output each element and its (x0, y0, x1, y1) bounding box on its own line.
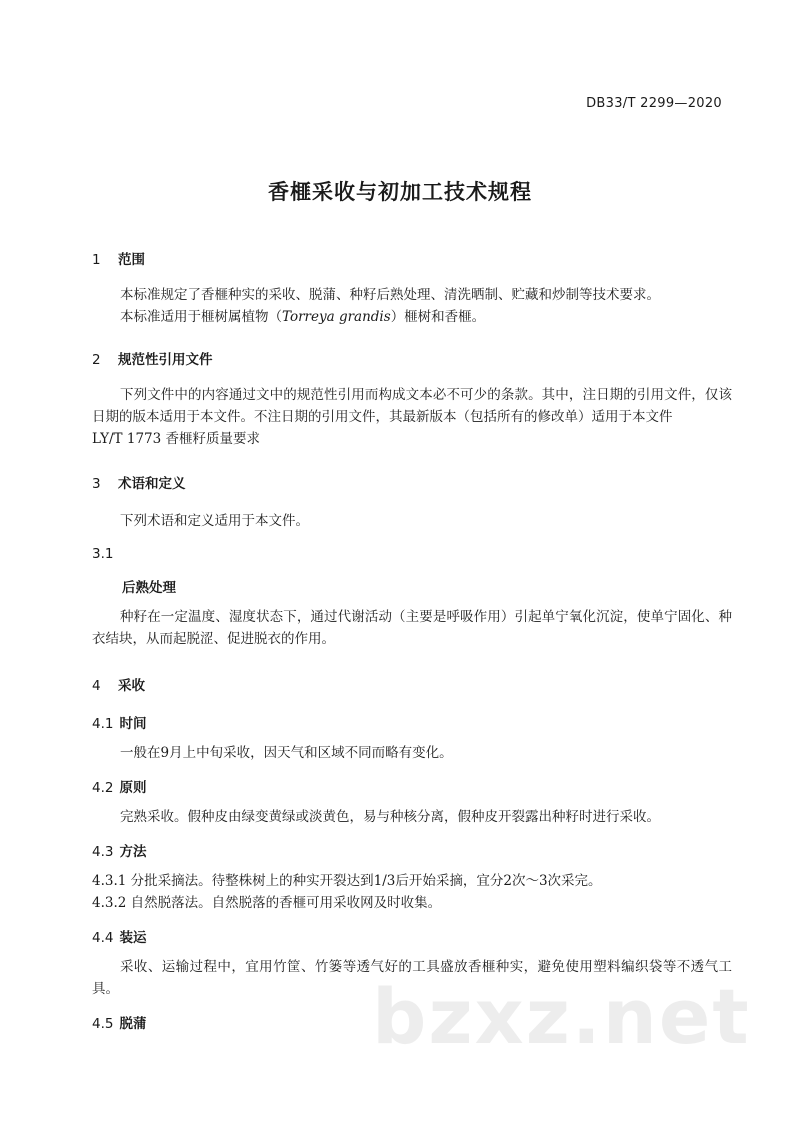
clause-4-1-heading (92, 712, 146, 732)
clause-number: 4.4 (92, 930, 114, 946)
standard-number: DB33/T 2299—2020 (586, 96, 722, 111)
normative-reference: LY/T 1773 香榧籽质量要求 (92, 431, 261, 447)
section-4-heading (92, 674, 145, 694)
section-title: 术语和定义 (118, 476, 186, 492)
clause-number: 3.1 (92, 546, 114, 562)
section-1-heading (92, 248, 145, 268)
section-3-paragraph: 下列术语和定义适用于本文件。 (120, 513, 309, 529)
section-number: 1 (92, 252, 101, 268)
section-2-paragraph: 下列文件中的内容通过文中的规范性引用而构成文本必不可少的条款。其中，注日期的引用文件，仅该日期的版本适用于本文件。不注日期的引用文件，其最新版本（包括所有的修改单）适用于本文件 (92, 387, 732, 425)
clause-title: 脱蒲 (119, 1016, 147, 1032)
clause-title: 原则 (119, 780, 147, 796)
document-title: 香榧采收与初加工技术规程 (268, 180, 532, 204)
section-title: 规范性引用文件 (118, 352, 213, 368)
clause-number: 4.1 (92, 716, 114, 732)
clause-3-1-number (92, 546, 119, 562)
scope-text-end: ）榧树和香榧。 (390, 309, 486, 325)
section-1-paragraph-1: 本标准规定了香榧种实的采收、脱蒲、种籽后熟处理、清洗晒制、贮藏和炒制等技术要求。 (120, 287, 660, 303)
clause-4-3-1: 4.3.1 分批采摘法。待整株树上的种实开裂达到1/3后开始采摘，宜分2次～3次采完。 (92, 873, 602, 889)
clause-4-1-text: 一般在9月上中旬采收，因天气和区域不同而略有变化。 (120, 745, 453, 761)
clause-title: 方法 (119, 844, 147, 860)
section-number: 4 (92, 678, 101, 694)
section-number: 3 (92, 476, 101, 492)
term-heading: 后熟处理 (122, 580, 176, 596)
clause-title: 时间 (119, 716, 147, 732)
section-title: 范围 (118, 252, 145, 268)
watermark: bzxz.net (372, 972, 751, 1061)
latin-name: Torreya grandis (282, 309, 391, 325)
clause-number: 4.5 (92, 1016, 114, 1032)
clause-4-4-text: 采收、运输过程中，宜用竹筐、竹篓等透气好的工具盛放香榧种实，避免使用塑料编织袋等不透气工具。 (92, 959, 732, 997)
term-definition: 种籽在一定温度、湿度状态下，通过代谢活动（主要是呼吸作用）引起单宁氧化沉淀，使单宁固化、种衣结块，从而起脱涩、促进脱衣的作用。 (92, 609, 732, 647)
clause-title: 装运 (119, 930, 147, 946)
section-2-heading (92, 348, 213, 368)
clause-4-4-heading (92, 926, 146, 946)
clause-4-3-2: 4.3.2 自然脱落法。自然脱落的香榧可用采收网及时收集。 (92, 895, 442, 911)
clause-number: 4.3 (92, 844, 114, 860)
scope-text-start: 本标准适用于榧树属植物（ (120, 309, 282, 325)
clause-4-5-heading (92, 1012, 146, 1032)
section-1-paragraph-2 (92, 306, 732, 328)
section-number: 2 (92, 352, 101, 368)
clause-4-2-heading (92, 776, 146, 796)
clause-number: 4.2 (92, 780, 114, 796)
section-3-heading (92, 472, 186, 492)
clause-4-2-text: 完熟采收。假种皮由绿变黄绿或淡黄色，易与种核分离，假种皮开裂露出种籽时进行采收。 (120, 809, 660, 825)
section-title: 采收 (118, 678, 145, 694)
clause-4-3-heading (92, 840, 146, 860)
